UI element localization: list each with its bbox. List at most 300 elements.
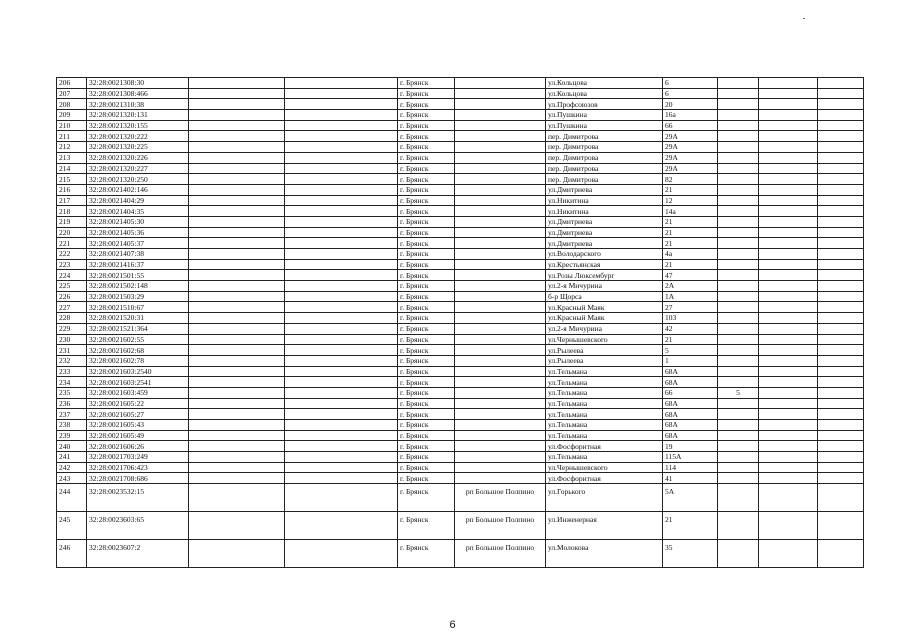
col-9-cell <box>718 270 759 281</box>
page-number: 6 <box>449 619 456 631</box>
city-cell: г. Брянск <box>398 216 455 227</box>
street-cell: ул.Тельмана <box>546 409 663 420</box>
row-number-cell: 226 <box>57 291 87 302</box>
table-row <box>57 377 864 388</box>
street-cell: ул.Тельмана <box>546 430 663 441</box>
table-row <box>57 313 864 324</box>
house-number-cell: 5 <box>663 345 718 356</box>
table-row <box>57 291 864 302</box>
col-10-cell <box>759 409 818 420</box>
col-9-cell <box>718 249 759 260</box>
col-3-cell <box>189 473 285 484</box>
settlement-cell <box>455 345 546 356</box>
row-number-cell: 216 <box>57 184 87 195</box>
table-row <box>57 163 864 174</box>
house-number-cell: 47 <box>663 270 718 281</box>
settlement-cell <box>455 152 546 163</box>
col-4-cell <box>285 540 398 568</box>
cadastral-number-cell: 32:28:0021407:38 <box>87 249 189 260</box>
row-number-cell: 222 <box>57 249 87 260</box>
col-11-cell <box>818 409 864 420</box>
street-cell: пер. Димитрова <box>546 174 663 185</box>
col-4-cell <box>285 238 398 249</box>
col-10-cell <box>759 387 818 398</box>
street-cell: ул.Тельмана <box>546 377 663 388</box>
col-3-cell <box>189 216 285 227</box>
house-number-cell: 4а <box>663 249 718 260</box>
street-cell: ул.2-я Мичурина <box>546 323 663 334</box>
col-11-cell <box>818 270 864 281</box>
col-11-cell <box>818 473 864 484</box>
row-number-cell: 219 <box>57 216 87 227</box>
row-number-cell: 210 <box>57 120 87 131</box>
house-number-cell: 19 <box>663 441 718 452</box>
col-9-cell <box>718 345 759 356</box>
col-11-cell <box>818 441 864 452</box>
table-row <box>57 281 864 292</box>
house-number-cell: 68А <box>663 377 718 388</box>
row-number-cell: 225 <box>57 281 87 292</box>
col-10-cell <box>759 99 818 110</box>
row-number-cell: 221 <box>57 238 87 249</box>
col-10-cell <box>759 259 818 270</box>
col-4-cell <box>285 452 398 463</box>
table-row <box>57 323 864 334</box>
col-3-cell <box>189 259 285 270</box>
cadastral-number-cell: 32:28:0021308:466 <box>87 88 189 99</box>
col-3-cell <box>189 441 285 452</box>
col-3-cell <box>189 110 285 121</box>
settlement-cell <box>455 110 546 121</box>
col-10-cell <box>759 120 818 131</box>
table-row <box>57 152 864 163</box>
city-cell: г. Брянск <box>398 345 455 356</box>
street-cell: ул.Дмитриева <box>546 238 663 249</box>
table-row <box>57 302 864 313</box>
col-3-cell <box>189 345 285 356</box>
house-number-cell: 21 <box>663 216 718 227</box>
col-11-cell <box>818 366 864 377</box>
col-4-cell <box>285 174 398 185</box>
city-cell: г. Брянск <box>398 99 455 110</box>
settlement-cell <box>455 323 546 334</box>
col-11-cell <box>818 355 864 366</box>
house-number-cell: 21 <box>663 227 718 238</box>
cadastral-number-cell: 32:28:0021503:29 <box>87 291 189 302</box>
row-number-cell: 240 <box>57 441 87 452</box>
col-11-cell <box>818 398 864 409</box>
col-3-cell <box>189 302 285 313</box>
table-row <box>57 216 864 227</box>
settlement-cell <box>455 334 546 345</box>
cadastral-number-cell: 32:28:0021320:155 <box>87 120 189 131</box>
table-row <box>57 462 864 473</box>
col-9-cell <box>718 259 759 270</box>
col-9-cell <box>718 174 759 185</box>
col-10-cell <box>759 484 818 512</box>
col-9-cell <box>718 355 759 366</box>
street-cell: ул.Рылеева <box>546 345 663 356</box>
cadastral-number-cell: 32:28:0021320:225 <box>87 142 189 153</box>
settlement-cell <box>455 163 546 174</box>
cadastral-number-cell: 32:28:0021605:27 <box>87 409 189 420</box>
col-3-cell <box>189 409 285 420</box>
col-3-cell <box>189 484 285 512</box>
settlement-cell <box>455 441 546 452</box>
col-4-cell <box>285 152 398 163</box>
house-number-cell: 1 <box>663 355 718 366</box>
row-number-cell: 239 <box>57 430 87 441</box>
col-9-cell <box>718 216 759 227</box>
col-11-cell <box>818 452 864 463</box>
house-number-cell: 66 <box>663 120 718 131</box>
settlement-cell <box>455 387 546 398</box>
table-row <box>57 110 864 121</box>
col-3-cell <box>189 78 285 89</box>
col-3-cell <box>189 238 285 249</box>
col-10-cell <box>759 227 818 238</box>
city-cell: г. Брянск <box>398 195 455 206</box>
table-row <box>57 142 864 153</box>
col-10-cell <box>759 238 818 249</box>
cadastral-number-cell: 32:28:0021402:146 <box>87 184 189 195</box>
table-row <box>57 512 864 540</box>
table-body <box>57 78 864 568</box>
col-4-cell <box>285 88 398 99</box>
cadastral-number-cell: 32:28:0021706:423 <box>87 462 189 473</box>
street-cell: ул.Дмитриева <box>546 227 663 238</box>
settlement-cell <box>455 270 546 281</box>
col-10-cell <box>759 420 818 431</box>
cadastral-number-cell: 32:28:0021501:55 <box>87 270 189 281</box>
street-cell: пер. Димитрова <box>546 163 663 174</box>
col-9-cell <box>718 473 759 484</box>
house-number-cell: 68А <box>663 409 718 420</box>
col-4-cell <box>285 110 398 121</box>
col-4-cell <box>285 131 398 142</box>
cadastral-number-cell: 32:28:0021320:222 <box>87 131 189 142</box>
house-number-cell: 20 <box>663 99 718 110</box>
col-11-cell <box>818 249 864 260</box>
city-cell: г. Брянск <box>398 163 455 174</box>
city-cell: г. Брянск <box>398 484 455 512</box>
street-cell: пер. Димитрова <box>546 131 663 142</box>
cadastral-number-cell: 32:28:0021404:29 <box>87 195 189 206</box>
street-cell: ул.Чернышевского <box>546 462 663 473</box>
col-11-cell <box>818 88 864 99</box>
table-row <box>57 366 864 377</box>
house-number-cell: 41 <box>663 473 718 484</box>
street-cell: ул.2-я Мичурина <box>546 281 663 292</box>
table-row <box>57 409 864 420</box>
col-4-cell <box>285 206 398 217</box>
city-cell: г. Брянск <box>398 110 455 121</box>
city-cell: г. Брянск <box>398 540 455 568</box>
table-row <box>57 249 864 260</box>
city-cell: г. Брянск <box>398 291 455 302</box>
col-10-cell <box>759 142 818 153</box>
table-row <box>57 174 864 185</box>
col-9-cell <box>718 313 759 324</box>
city-cell: г. Брянск <box>398 88 455 99</box>
settlement-cell <box>455 430 546 441</box>
settlement-cell <box>455 355 546 366</box>
house-number-cell: 21 <box>663 334 718 345</box>
col-3-cell <box>189 131 285 142</box>
col-10-cell <box>759 473 818 484</box>
row-number-cell: 220 <box>57 227 87 238</box>
scan-mark <box>803 18 805 19</box>
row-number-cell: 245 <box>57 512 87 540</box>
col-10-cell <box>759 110 818 121</box>
col-3-cell <box>189 540 285 568</box>
city-cell: г. Брянск <box>398 206 455 217</box>
settlement-cell <box>455 184 546 195</box>
col-10-cell <box>759 195 818 206</box>
col-11-cell <box>818 152 864 163</box>
city-cell: г. Брянск <box>398 377 455 388</box>
col-10-cell <box>759 184 818 195</box>
col-10-cell <box>759 249 818 260</box>
city-cell: г. Брянск <box>398 355 455 366</box>
house-number-cell: 21 <box>663 238 718 249</box>
settlement-cell <box>455 78 546 89</box>
cadastral-number-cell: 32:28:0021521:364 <box>87 323 189 334</box>
cadastral-number-cell: 32:28:0021405:37 <box>87 238 189 249</box>
street-cell: ул.Кольцова <box>546 88 663 99</box>
settlement-cell <box>455 174 546 185</box>
col-11-cell <box>818 227 864 238</box>
settlement-cell <box>455 452 546 463</box>
settlement-cell <box>455 249 546 260</box>
house-number-cell: 29А <box>663 142 718 153</box>
col-9-cell <box>718 281 759 292</box>
col-9-cell: 5 <box>718 387 759 398</box>
settlement-cell <box>455 462 546 473</box>
settlement-cell <box>455 142 546 153</box>
house-number-cell: 29А <box>663 131 718 142</box>
col-4-cell <box>285 302 398 313</box>
street-cell: ул.Дмитриева <box>546 184 663 195</box>
cadastral-number-cell: 32:28:0021602:78 <box>87 355 189 366</box>
col-9-cell <box>718 206 759 217</box>
col-11-cell <box>818 184 864 195</box>
row-number-cell: 218 <box>57 206 87 217</box>
settlement-cell <box>455 195 546 206</box>
settlement-cell <box>455 291 546 302</box>
house-number-cell: 82 <box>663 174 718 185</box>
street-cell: ул.Рылеева <box>546 355 663 366</box>
street-cell: ул.Никитина <box>546 206 663 217</box>
house-number-cell: 35 <box>663 540 718 568</box>
row-number-cell: 213 <box>57 152 87 163</box>
street-cell: ул.Тельмана <box>546 387 663 398</box>
col-4-cell <box>285 120 398 131</box>
cadastral-number-cell: 32:28:0021308:30 <box>87 78 189 89</box>
table-row <box>57 540 864 568</box>
cadastral-number-cell: 32:28:0021405:36 <box>87 227 189 238</box>
row-number-cell: 235 <box>57 387 87 398</box>
col-9-cell <box>718 512 759 540</box>
col-4-cell <box>285 441 398 452</box>
col-10-cell <box>759 78 818 89</box>
house-number-cell: 2А <box>663 281 718 292</box>
city-cell: г. Брянск <box>398 78 455 89</box>
col-10-cell <box>759 398 818 409</box>
row-number-cell: 209 <box>57 110 87 121</box>
col-4-cell <box>285 398 398 409</box>
street-cell: ул.Тельмана <box>546 398 663 409</box>
settlement-cell <box>455 120 546 131</box>
row-number-cell: 243 <box>57 473 87 484</box>
col-9-cell <box>718 131 759 142</box>
table-row <box>57 270 864 281</box>
col-9-cell <box>718 377 759 388</box>
col-3-cell <box>189 227 285 238</box>
settlement-cell: рп Большое Полпино <box>455 484 546 512</box>
row-number-cell: 206 <box>57 78 87 89</box>
col-3-cell <box>189 120 285 131</box>
house-number-cell: 1А <box>663 291 718 302</box>
col-3-cell <box>189 387 285 398</box>
col-4-cell <box>285 334 398 345</box>
col-9-cell <box>718 110 759 121</box>
col-3-cell <box>189 420 285 431</box>
street-cell: ул.Розы Люксембург <box>546 270 663 281</box>
city-cell: г. Брянск <box>398 387 455 398</box>
city-cell: г. Брянск <box>398 142 455 153</box>
cadastral-number-cell: 32:28:0021602:68 <box>87 345 189 356</box>
cadastral-number-cell: 32:28:0021605:22 <box>87 398 189 409</box>
col-4-cell <box>285 377 398 388</box>
col-4-cell <box>285 291 398 302</box>
col-9-cell <box>718 430 759 441</box>
col-3-cell <box>189 152 285 163</box>
col-10-cell <box>759 355 818 366</box>
row-number-cell: 234 <box>57 377 87 388</box>
house-number-cell: 16а <box>663 110 718 121</box>
col-11-cell <box>818 512 864 540</box>
city-cell: г. Брянск <box>398 452 455 463</box>
col-11-cell <box>818 259 864 270</box>
col-9-cell <box>718 398 759 409</box>
row-number-cell: 231 <box>57 345 87 356</box>
table-row <box>57 120 864 131</box>
col-9-cell <box>718 420 759 431</box>
col-4-cell <box>285 323 398 334</box>
col-3-cell <box>189 377 285 388</box>
col-3-cell <box>189 163 285 174</box>
col-4-cell <box>285 512 398 540</box>
cadastral-number-cell: 32:28:0021510:67 <box>87 302 189 313</box>
col-4-cell <box>285 430 398 441</box>
cadastral-number-cell: 32:28:0023607:2 <box>87 540 189 568</box>
house-number-cell: 68А <box>663 398 718 409</box>
col-9-cell <box>718 334 759 345</box>
col-11-cell <box>818 120 864 131</box>
row-number-cell: 238 <box>57 420 87 431</box>
col-11-cell <box>818 420 864 431</box>
col-4-cell <box>285 281 398 292</box>
col-11-cell <box>818 334 864 345</box>
col-4-cell <box>285 462 398 473</box>
cadastral-number-cell: 32:28:0021703:249 <box>87 452 189 463</box>
street-cell: пер. Димитрова <box>546 152 663 163</box>
col-11-cell <box>818 78 864 89</box>
col-10-cell <box>759 131 818 142</box>
table-row <box>57 131 864 142</box>
city-cell: г. Брянск <box>398 227 455 238</box>
cadastral-number-cell: 32:28:0021605:49 <box>87 430 189 441</box>
col-9-cell <box>718 409 759 420</box>
cadastral-number-cell: 32:28:0021405:30 <box>87 216 189 227</box>
settlement-cell <box>455 281 546 292</box>
table-row <box>57 195 864 206</box>
table-row <box>57 420 864 431</box>
col-9-cell <box>718 452 759 463</box>
city-cell: г. Брянск <box>398 120 455 131</box>
col-3-cell <box>189 323 285 334</box>
table-row <box>57 452 864 463</box>
col-10-cell <box>759 345 818 356</box>
settlement-cell <box>455 473 546 484</box>
row-number-cell: 236 <box>57 398 87 409</box>
col-11-cell <box>818 302 864 313</box>
col-10-cell <box>759 163 818 174</box>
city-cell: г. Брянск <box>398 409 455 420</box>
col-11-cell <box>818 484 864 512</box>
row-number-cell: 232 <box>57 355 87 366</box>
row-number-cell: 207 <box>57 88 87 99</box>
house-number-cell: 21 <box>663 259 718 270</box>
col-4-cell <box>285 270 398 281</box>
house-number-cell: 66 <box>663 387 718 398</box>
cadastral-number-cell: 32:28:0021708:686 <box>87 473 189 484</box>
street-cell: ул.Инженерная <box>546 512 663 540</box>
col-9-cell <box>718 163 759 174</box>
col-3-cell <box>189 462 285 473</box>
city-cell: г. Брянск <box>398 249 455 260</box>
settlement-cell <box>455 206 546 217</box>
col-3-cell <box>189 512 285 540</box>
street-cell: пер. Димитрова <box>546 142 663 153</box>
street-cell: ул.Фосфоритная <box>546 473 663 484</box>
col-3-cell <box>189 313 285 324</box>
settlement-cell <box>455 302 546 313</box>
col-9-cell <box>718 302 759 313</box>
col-4-cell <box>285 227 398 238</box>
col-11-cell <box>818 313 864 324</box>
col-3-cell <box>189 195 285 206</box>
house-number-cell: 42 <box>663 323 718 334</box>
street-cell: ул.Дмитриева <box>546 216 663 227</box>
col-4-cell <box>285 195 398 206</box>
cadastral-number-cell: 32:28:0021606:26 <box>87 441 189 452</box>
col-9-cell <box>718 120 759 131</box>
col-10-cell <box>759 512 818 540</box>
col-11-cell <box>818 540 864 568</box>
street-cell: ул.Володарского <box>546 249 663 260</box>
table-row <box>57 88 864 99</box>
col-4-cell <box>285 142 398 153</box>
col-3-cell <box>189 99 285 110</box>
col-9-cell <box>718 441 759 452</box>
col-4-cell <box>285 420 398 431</box>
col-10-cell <box>759 206 818 217</box>
col-9-cell <box>718 142 759 153</box>
settlement-cell <box>455 238 546 249</box>
house-number-cell: 14а <box>663 206 718 217</box>
